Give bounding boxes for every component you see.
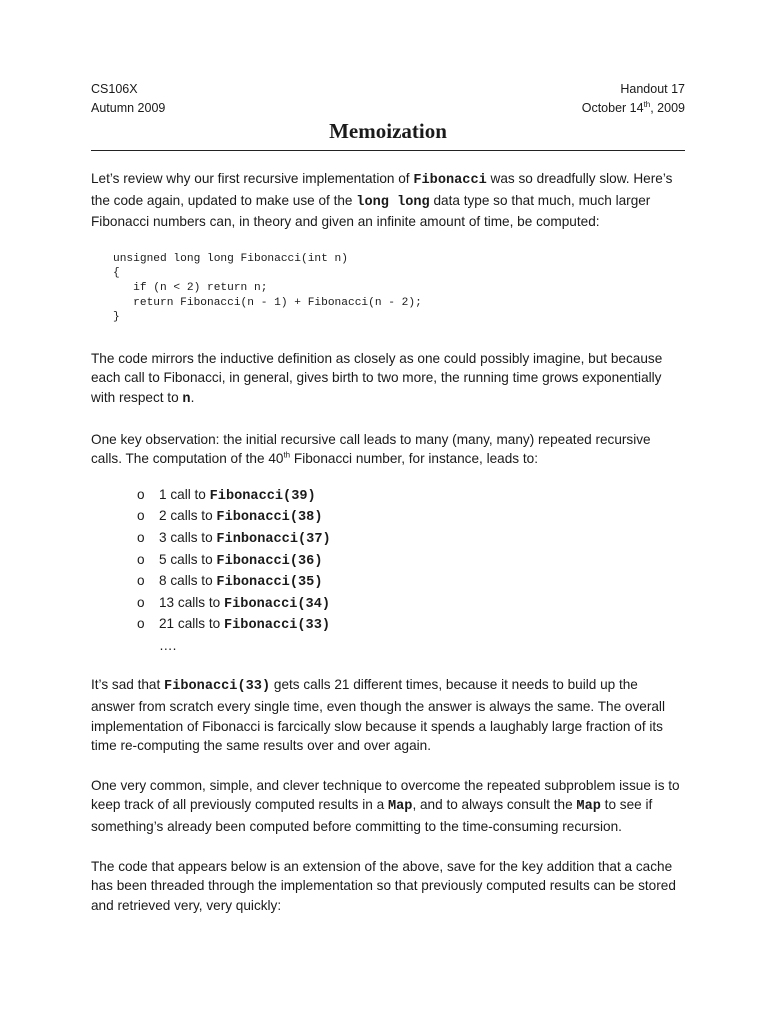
code-line: } [113,311,120,324]
call-count-list [137,485,685,656]
sad-paragraph: It’s sad that Fibonacci(33) gets calls 21 different times, because it needs to build up the answer from scratch every single time, even though the answer is always the same. The overall implementation of Fibonacci is farcically slow because it spends a laughably large fraction of its time re-computing the same results over and over again. [91,677,665,754]
page-title: Memoization [329,119,447,143]
title-divider [91,150,685,151]
intro-paragraph: Let’s review why our first recursive implementation of Fibonacci was so dreadfully slow. Here’s the code again, updated to make use of the long long data type so that much, much larger Fibonacci numbers can, in theory and given an infinite amount of time, be computed: [91,171,673,230]
list-item: o 1 call to Fibonacci(39) [137,486,316,504]
header-row-2 [91,99,685,118]
code-block [113,252,685,325]
inductive-paragraph: The code mirrors the inductive definition as closely as one could possibly imagine, but because each call to Fibonacci, in general, gives birth to two more, the running time grows exponentially with respect to n. [91,350,663,407]
code-line: return Fibonacci(n - 1) + Fibonacci(n - 2); [113,296,422,309]
extension-paragraph: The code that appears below is an extension of the above, save for the key addition that a cache has been threaded through the implementation so that previously computed results can be stored and retrieved very, very quickly: [91,858,676,913]
observation-paragraph: One key observation: the initial recursive call leads to many (many, many) repeated recursive calls. The computation of the 40th Fibonacci number, for instance, leads to: [91,431,651,467]
date-label: October 14th, 2009 [581,99,685,115]
code-line: if (n < 2) return n; [113,281,268,294]
course-label: CS106X [91,82,138,96]
code-line: { [113,267,120,280]
term-label: Autumn 2009 [91,101,166,115]
list-item: o 3 calls to Finbonacci(37) [137,529,331,547]
list-ellipsis: …. [159,637,177,653]
list-item: o 13 calls to Fibonacci(34) [137,594,331,612]
header-row-1 [91,80,685,99]
list-item: o 2 calls to Fibonacci(38) [137,508,323,526]
list-item: o 5 calls to Fibonacci(36) [137,551,323,569]
technique-paragraph: One very common, simple, and clever technique to overcome the repeated subproblem issue is to keep track of all previously computed results in a Map, and to always consult the Map to see if something’s already been computed before committing to the time-consuming recursion. [91,777,680,835]
handout-number: Handout 17 [620,82,685,96]
code-line: unsigned long long Fibonacci(int n) [113,252,348,265]
list-item: o 21 calls to Fibonacci(33) [137,616,331,634]
handout-page [91,80,685,935]
list-item: o 8 calls to Fibonacci(35) [137,573,323,591]
